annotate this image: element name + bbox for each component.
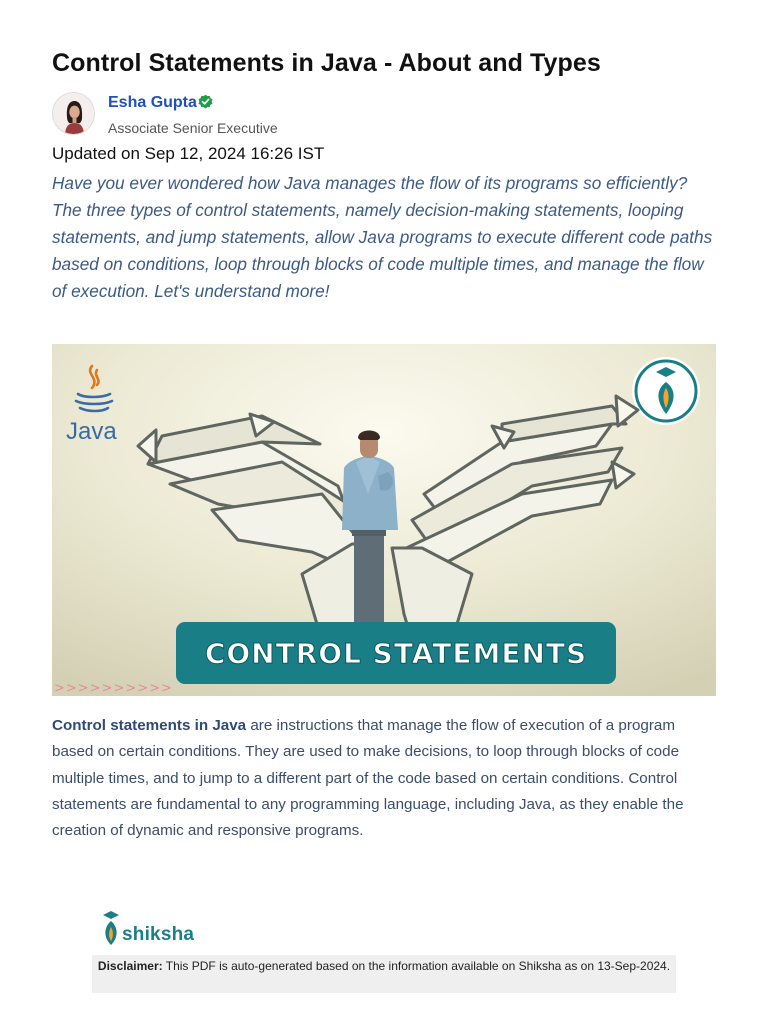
author-block	[52, 92, 452, 136]
updated-date: Updated on Sep 12, 2024 16:26 IST	[52, 144, 325, 163]
body-lead: Control statements in Java	[52, 717, 247, 734]
verified-check-icon	[198, 94, 213, 109]
disclaimer-label: Disclaimer:	[97, 959, 163, 973]
banner-title: CONTROL STATEMENTS	[204, 637, 588, 670]
body-text: are instructions that manage the flow of execution of a program based on certain conditions. They are used to make decisions, to loop through blocks of code multiple times, and to jump to a different part of the code based on certain conditions. Control statements are fundamental to any programming language, including Java, as they enable the creation of dynamic and responsive programs.	[52, 717, 684, 840]
shiksha-logo-icon[interactable]	[100, 905, 210, 949]
author-name-link[interactable]: Esha Gupta	[108, 94, 213, 112]
java-logo-text: Java	[66, 418, 117, 445]
disclaimer	[92, 955, 676, 993]
chevron-decoration: >>>>>>>>>>	[54, 681, 173, 696]
author-role: Associate Senior Executive	[108, 120, 278, 136]
disclaimer-text: This PDF is auto-generated based on the information available on Shiksha as on 13-Sep-2024.	[162, 959, 671, 973]
article-body	[52, 713, 720, 844]
shiksha-emblem-icon	[632, 357, 700, 425]
article-title: Control Statements in Java - About and Types	[52, 49, 601, 77]
article-intro: Have you ever wondered how Java manages the flow of its programs so efficiently? The three types of control statements, namely decision-making statements, looping statements, and jump statements, allow Java programs to execute different code paths based on conditions, loop through blocks of code multiple times, and manage the flow of execution. Let's understand more!	[52, 173, 713, 301]
shiksha-brand-text: shiksha	[122, 924, 195, 945]
hero-image	[52, 344, 716, 696]
avatar[interactable]	[52, 92, 95, 135]
